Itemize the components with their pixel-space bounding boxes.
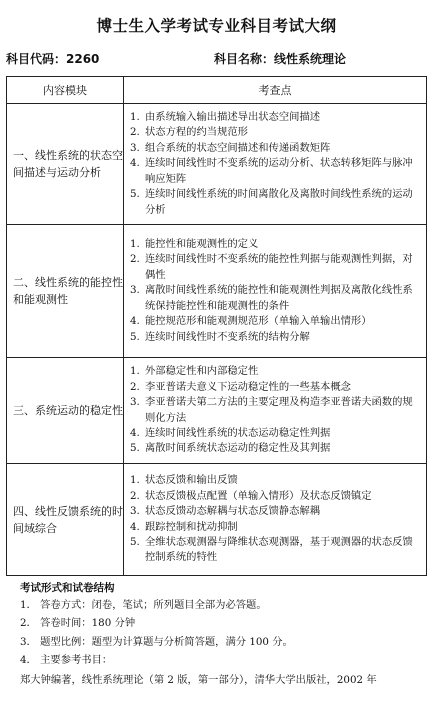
points-cell	[124, 464, 427, 576]
table-row	[7, 464, 427, 576]
points-list	[130, 237, 422, 345]
table-header-row	[7, 77, 427, 104]
exam-format-section	[6, 580, 427, 689]
list-item: 4. 能控规范形和能观测规范形（单输入单输出情形）	[130, 315, 372, 328]
header-points: 考查点	[124, 77, 427, 104]
format-line: 2． 答卷时间：180 分钟	[20, 617, 136, 630]
point-text: 能控规范形和能观测规范形（单输入单输出情形）	[145, 315, 372, 328]
format-line: 1． 答卷方式：闭卷，笔试；所列题目全部为必答题。	[20, 599, 267, 611]
point-text: 组合系统的状态空间描述和传递函数矩阵	[145, 141, 331, 154]
point-text: 连续时间线性时不变系统的能控性判据与能观测性判据，对偶性	[145, 253, 413, 281]
table-row	[7, 104, 427, 225]
points-cell	[124, 225, 427, 358]
list-item: 2. 状态方程的约当规范形	[130, 126, 248, 139]
list-item: 5. 连续时间线性时不变系统的结构分解	[130, 330, 310, 343]
point-text: 连续时间线性时不变系统的运动分析、状态转移矩阵与脉冲响应矩阵	[145, 157, 413, 185]
points-cell	[124, 104, 427, 225]
list-item: 1. 外部稳定性和内部稳定性	[130, 365, 259, 378]
point-text: 状态反馈极点配置（单输入情形）及状态反馈镇定	[145, 489, 372, 502]
page-title: 博士生入学考试专业科目考试大纲	[96, 17, 337, 35]
point-text: 能控性和能观测性的定义	[145, 238, 259, 251]
module-cell: 三、系统运动的稳定性	[7, 358, 124, 464]
list-item: 5. 连续时间线性系统的时间离散化及离散时间线性系统的运动分析	[130, 188, 413, 216]
list-item: 2. 李亚普诺夫意义下运动稳定性的一些基本概念	[130, 380, 351, 393]
subject-meta	[6, 50, 427, 70]
module-cell: 四、线性反馈系统的时间域综合	[7, 464, 124, 576]
subject-name: 科目名称：线性系统理论	[214, 52, 347, 66]
list-item: 4. 连续时间线性系统的状态运动稳定性判据	[130, 426, 331, 439]
list-item: 1. 能控性和能观测性的定义	[130, 238, 259, 251]
module-cell: 二、线性系统的能控性和能观测性	[7, 225, 124, 358]
list-item: 4. 连续时间线性时不变系统的运动分析、状态转移矩阵与脉冲响应矩阵	[130, 157, 413, 185]
list-item: 5. 全维状态观测器与降维状态观测器，基于观测器的状态反馈控制系统的特性	[130, 535, 413, 564]
point-text: 状态反馈和输出反馈	[145, 474, 238, 487]
point-text: 状态反馈动态解耦与状态反馈静态解耦	[145, 505, 321, 518]
reference-book: 郑大钟编著，线性系统理论（第 2 版，第一部分），清华大学出版社，2002 年	[20, 674, 377, 687]
points-cell	[124, 358, 427, 464]
point-text: 离散时间线性系统的能控性和能观测性判据及离散化线性系统保持能控性和能观测性的条件	[145, 284, 413, 312]
list-item: 2. 状态反馈极点配置（单输入情形）及状态反馈镇定	[130, 489, 372, 502]
point-text: 外部稳定性和内部稳定性	[145, 365, 259, 378]
point-text: 全维状态观测器与降维状态观测器，基于观测器的状态反馈控制系统的特性	[145, 535, 413, 564]
point-text: 跟踪控制和扰动抑制	[145, 520, 238, 533]
points-list	[130, 473, 422, 565]
format-line: 3． 题型比例：题型为计算题与分析简答题，满分 100 分。	[20, 635, 293, 648]
list-item: 1. 状态反馈和输出反馈	[130, 474, 238, 487]
point-text: 离散时间系统状态运动的稳定性及其判据	[145, 442, 331, 455]
point-text: 李亚普诺夫第二方法的主要定理及构造李亚普诺夫函数的规则化方法	[145, 396, 413, 424]
list-item: 3. 离散时间线性系统的能控性和能观测性判据及离散化线性系统保持能控性和能观测性的条件	[130, 284, 413, 312]
header-module: 内容模块	[7, 77, 124, 104]
format-line: 4． 主要参考书目：	[20, 653, 113, 666]
list-item: 5. 离散时间系统状态运动的稳定性及其判据	[130, 442, 331, 455]
point-text: 状态方程的约当规范形	[145, 126, 248, 139]
point-text: 连续时间线性系统的状态运动稳定性判据	[145, 426, 331, 439]
subject-code: 科目代码：2260	[6, 52, 100, 66]
list-item: 1. 由系统输入输出描述导出状态空间描述	[130, 111, 321, 124]
point-text: 李亚普诺夫意义下运动稳定性的一些基本概念	[145, 380, 351, 393]
syllabus-table	[6, 76, 427, 576]
points-list	[130, 110, 422, 218]
section-title: 考试形式和试卷结构	[20, 582, 115, 594]
points-list	[130, 364, 422, 456]
list-item: 3. 李亚普诺夫第二方法的主要定理及构造李亚普诺夫函数的规则化方法	[130, 396, 413, 424]
point-text: 连续时间线性系统的时间离散化及离散时间线性系统的运动分析	[145, 188, 413, 216]
point-text: 由系统输入输出描述导出状态空间描述	[145, 111, 321, 124]
list-item: 2. 连续时间线性时不变系统的能控性判据与能观测性判据，对偶性	[130, 253, 413, 281]
table-row	[7, 225, 427, 358]
list-item: 3. 组合系统的状态空间描述和传递函数矩阵	[130, 141, 331, 154]
list-item: 4. 跟踪控制和扰动抑制	[130, 520, 238, 533]
module-cell: 一、线性系统的状态空间描述与运动分析	[7, 104, 124, 225]
table-row	[7, 358, 427, 464]
point-text: 连续时间线性时不变系统的结构分解	[145, 330, 310, 343]
list-item: 3. 状态反馈动态解耦与状态反馈静态解耦	[130, 505, 321, 518]
